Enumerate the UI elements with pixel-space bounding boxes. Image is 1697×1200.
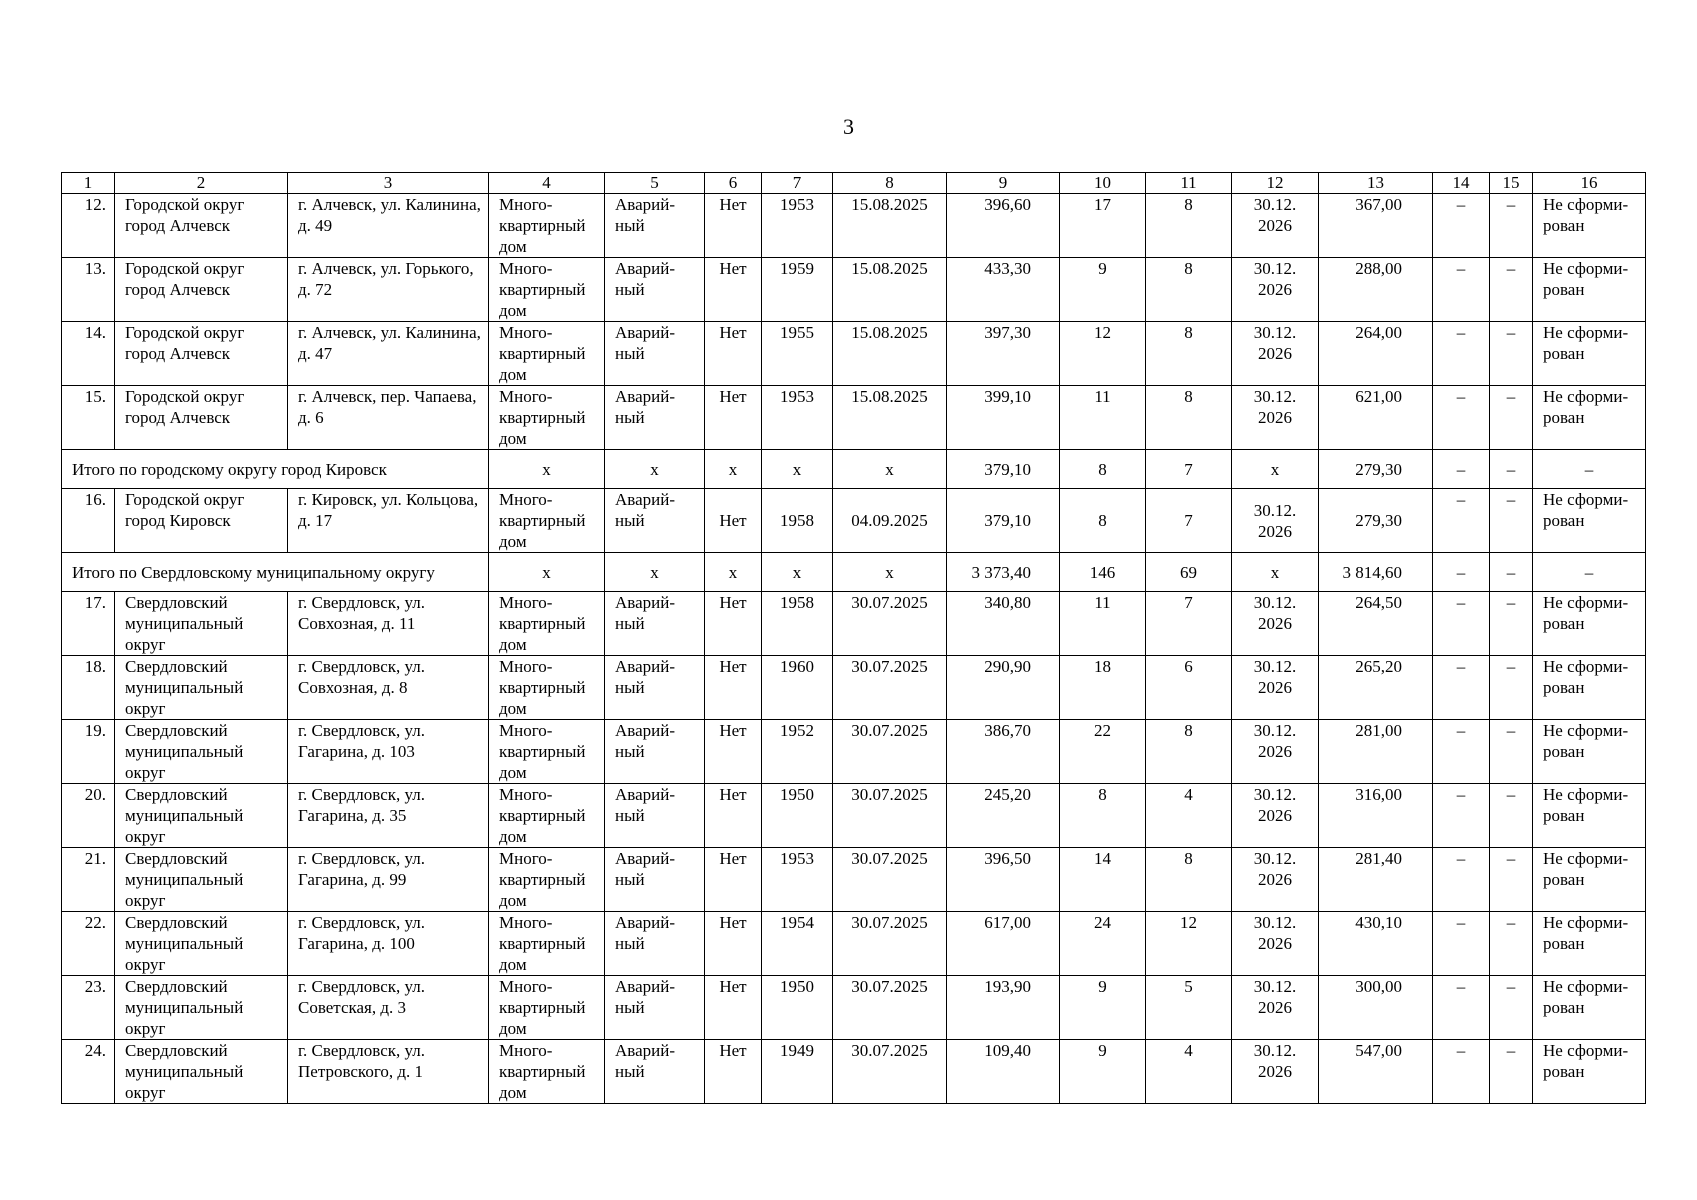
total-area-cell: 193,90: [947, 976, 1060, 1040]
condition-cell: Аварий-ный: [605, 784, 705, 848]
col-14-cell: –: [1433, 489, 1490, 553]
municipality-cell: Свердловский муниципальный округ: [115, 1040, 288, 1104]
resettled-area-cell: 430,10: [1319, 912, 1433, 976]
col-15-cell: –: [1490, 194, 1533, 258]
column-number-cell: 10: [1060, 173, 1146, 194]
col-14-cell: –: [1433, 656, 1490, 720]
resettled-area-cell: 281,40: [1319, 848, 1433, 912]
row-number-cell: 19.: [62, 720, 115, 784]
municipality-cell: Свердловский муниципальный округ: [115, 976, 288, 1040]
residents-cell: 18: [1060, 656, 1146, 720]
resettlement-deadline-cell: х: [1232, 450, 1319, 489]
table-row: [62, 386, 1646, 450]
year-built-cell: 1953: [762, 848, 833, 912]
table-row: [62, 848, 1646, 912]
residents-cell: 14: [1060, 848, 1146, 912]
condition-cell: Аварий-ный: [605, 720, 705, 784]
resettlement-deadline-cell: 30.12. 2026: [1232, 912, 1319, 976]
resettled-area-cell: 367,00: [1319, 194, 1433, 258]
table-row: [62, 656, 1646, 720]
row-number-cell: 15.: [62, 386, 115, 450]
resettlement-deadline-cell: 30.12. 2026: [1232, 386, 1319, 450]
condition-cell: Аварий-ный: [605, 656, 705, 720]
building-type-cell: Много-квартирный дом: [489, 848, 605, 912]
apartments-cell: 7: [1146, 592, 1232, 656]
row-number-cell: 12.: [62, 194, 115, 258]
stock-flag-cell: Нет: [705, 322, 762, 386]
recognition-date-cell: 30.07.2025: [833, 848, 947, 912]
column-number-cell: 2: [115, 173, 288, 194]
building-type-cell: Много-квартирный дом: [489, 258, 605, 322]
condition-cell: Аварий-ный: [605, 489, 705, 553]
resettled-area-cell: 279,30: [1319, 489, 1433, 553]
total-area-cell: 379,10: [947, 450, 1060, 489]
resettled-area-cell: 3 814,60: [1319, 553, 1433, 592]
project-status-cell: Не сформи-рован: [1533, 1040, 1646, 1104]
municipality-cell: Городской округ город Кировск: [115, 489, 288, 553]
resettlement-deadline-cell: 30.12. 2026: [1232, 976, 1319, 1040]
resettled-area-cell: 281,00: [1319, 720, 1433, 784]
year-built-cell: 1958: [762, 489, 833, 553]
apartments-cell: 8: [1146, 258, 1232, 322]
condition-cell: Аварий-ный: [605, 322, 705, 386]
project-status-cell: Не сформи-рован: [1533, 784, 1646, 848]
building-type-cell: Много-квартирный дом: [489, 489, 605, 553]
row-number-cell: 17.: [62, 592, 115, 656]
stock-flag-cell: Нет: [705, 592, 762, 656]
year-built-cell: 1953: [762, 194, 833, 258]
address-cell: г. Свердловск, ул. Гагарина, д. 100: [288, 912, 489, 976]
stock-flag-cell: Нет: [705, 848, 762, 912]
apartments-cell: 4: [1146, 1040, 1232, 1104]
resettlement-deadline-cell: х: [1232, 553, 1319, 592]
column-number-cell: 12: [1232, 173, 1319, 194]
municipality-cell: Городской округ город Алчевск: [115, 194, 288, 258]
year-built-cell: 1958: [762, 592, 833, 656]
resettled-area-cell: 264,50: [1319, 592, 1433, 656]
col-14-cell: –: [1433, 194, 1490, 258]
resettled-area-cell: 316,00: [1319, 784, 1433, 848]
total-area-cell: 396,60: [947, 194, 1060, 258]
stock-flag-cell: Нет: [705, 784, 762, 848]
address-cell: г. Алчевск, ул. Калинина, д. 47: [288, 322, 489, 386]
residents-cell: 22: [1060, 720, 1146, 784]
recognition-date-cell: 04.09.2025: [833, 489, 947, 553]
col-15-cell: –: [1490, 322, 1533, 386]
residents-cell: 12: [1060, 322, 1146, 386]
col-14-cell: –: [1433, 912, 1490, 976]
total-area-cell: 109,40: [947, 1040, 1060, 1104]
recognition-date-cell: 15.08.2025: [833, 258, 947, 322]
total-area-cell: 340,80: [947, 592, 1060, 656]
resettled-area-cell: 288,00: [1319, 258, 1433, 322]
column-number-cell: 6: [705, 173, 762, 194]
residents-cell: 9: [1060, 976, 1146, 1040]
project-status-cell: Не сформи-рован: [1533, 848, 1646, 912]
row-number-cell: 13.: [62, 258, 115, 322]
row-number-cell: 24.: [62, 1040, 115, 1104]
project-status-cell: Не сформи-рован: [1533, 386, 1646, 450]
stock-flag-cell: Нет: [705, 976, 762, 1040]
stock-flag-cell: Нет: [705, 720, 762, 784]
recognition-date-cell: 30.07.2025: [833, 912, 947, 976]
residents-cell: 8: [1060, 489, 1146, 553]
condition-cell: Аварий-ный: [605, 976, 705, 1040]
building-type-cell: Много-квартирный дом: [489, 194, 605, 258]
recognition-date-cell: 30.07.2025: [833, 592, 947, 656]
subtotal-label: Итого по Свердловскому муниципальному округу: [62, 553, 489, 592]
recognition-date-cell: х: [833, 450, 947, 489]
total-area-cell: 396,50: [947, 848, 1060, 912]
housing-registry-table: [61, 172, 1646, 1104]
table-row: [62, 592, 1646, 656]
recognition-date-cell: 30.07.2025: [833, 1040, 947, 1104]
page-number: 3: [843, 114, 854, 139]
recognition-date-cell: 30.07.2025: [833, 976, 947, 1040]
col-14-cell: –: [1433, 848, 1490, 912]
building-type-cell: Много-квартирный дом: [489, 784, 605, 848]
project-status-cell: Не сформи-рован: [1533, 592, 1646, 656]
address-cell: г. Свердловск, ул. Гагарина, д. 35: [288, 784, 489, 848]
col-15-cell: –: [1490, 784, 1533, 848]
condition-cell: х: [605, 450, 705, 489]
recognition-date-cell: 15.08.2025: [833, 322, 947, 386]
building-type-cell: Много-квартирный дом: [489, 1040, 605, 1104]
resettlement-deadline-cell: 30.12. 2026: [1232, 784, 1319, 848]
resettled-area-cell: 264,00: [1319, 322, 1433, 386]
total-area-cell: 379,10: [947, 489, 1060, 553]
table-row: [62, 912, 1646, 976]
municipality-cell: Свердловский муниципальный округ: [115, 912, 288, 976]
address-cell: г. Кировск, ул. Кольцова, д. 17: [288, 489, 489, 553]
apartments-cell: 4: [1146, 784, 1232, 848]
subtotal-row: [62, 450, 1646, 489]
residents-cell: 11: [1060, 592, 1146, 656]
residents-cell: 8: [1060, 450, 1146, 489]
address-cell: г. Алчевск, пер. Чапаева, д. 6: [288, 386, 489, 450]
stock-flag-cell: Нет: [705, 1040, 762, 1104]
building-type-cell: Много-квартирный дом: [489, 322, 605, 386]
building-type-cell: Много-квартирный дом: [489, 976, 605, 1040]
condition-cell: Аварий-ный: [605, 848, 705, 912]
apartments-cell: 8: [1146, 848, 1232, 912]
apartments-cell: 8: [1146, 194, 1232, 258]
stock-flag-cell: Нет: [705, 656, 762, 720]
stock-flag-cell: Нет: [705, 258, 762, 322]
stock-flag-cell: Нет: [705, 489, 762, 553]
address-cell: г. Алчевск, ул. Калинина, д. 49: [288, 194, 489, 258]
resettlement-deadline-cell: 30.12. 2026: [1232, 489, 1319, 553]
address-cell: г. Свердловск, ул. Совхозная, д. 11: [288, 592, 489, 656]
building-type-cell: х: [489, 450, 605, 489]
table-row: [62, 258, 1646, 322]
resettlement-deadline-cell: 30.12. 2026: [1232, 1040, 1319, 1104]
municipality-cell: Свердловский муниципальный округ: [115, 848, 288, 912]
col-14-cell: –: [1433, 450, 1490, 489]
address-cell: г. Свердловск, ул. Совхозная, д. 8: [288, 656, 489, 720]
condition-cell: Аварий-ный: [605, 258, 705, 322]
col-15-cell: –: [1490, 489, 1533, 553]
address-cell: г. Свердловск, ул. Гагарина, д. 99: [288, 848, 489, 912]
resettlement-deadline-cell: 30.12. 2026: [1232, 592, 1319, 656]
resettlement-deadline-cell: 30.12. 2026: [1232, 194, 1319, 258]
row-number-cell: 14.: [62, 322, 115, 386]
recognition-date-cell: 30.07.2025: [833, 720, 947, 784]
apartments-cell: 8: [1146, 322, 1232, 386]
resettled-area-cell: 265,20: [1319, 656, 1433, 720]
resettlement-deadline-cell: 30.12. 2026: [1232, 720, 1319, 784]
row-number-cell: 22.: [62, 912, 115, 976]
address-cell: г. Свердловск, ул. Петровского, д. 1: [288, 1040, 489, 1104]
building-type-cell: Много-квартирный дом: [489, 386, 605, 450]
column-number-row: [62, 173, 1646, 194]
apartments-cell: 12: [1146, 912, 1232, 976]
total-area-cell: 245,20: [947, 784, 1060, 848]
column-number-cell: 9: [947, 173, 1060, 194]
building-type-cell: Много-квартирный дом: [489, 592, 605, 656]
total-area-cell: 397,30: [947, 322, 1060, 386]
col-14-cell: –: [1433, 1040, 1490, 1104]
address-cell: г. Свердловск, ул. Советская, д. 3: [288, 976, 489, 1040]
col-15-cell: –: [1490, 592, 1533, 656]
col-14-cell: –: [1433, 553, 1490, 592]
project-status-cell: Не сформи-рован: [1533, 258, 1646, 322]
condition-cell: Аварий-ный: [605, 592, 705, 656]
year-built-cell: х: [762, 450, 833, 489]
project-status-cell: Не сформи-рован: [1533, 976, 1646, 1040]
col-14-cell: –: [1433, 386, 1490, 450]
row-number-cell: 23.: [62, 976, 115, 1040]
year-built-cell: 1959: [762, 258, 833, 322]
col-14-cell: –: [1433, 322, 1490, 386]
total-area-cell: 386,70: [947, 720, 1060, 784]
table-row: [62, 784, 1646, 848]
municipality-cell: Городской округ город Алчевск: [115, 258, 288, 322]
year-built-cell: 1950: [762, 976, 833, 1040]
resettlement-deadline-cell: 30.12. 2026: [1232, 848, 1319, 912]
residents-cell: 9: [1060, 258, 1146, 322]
year-built-cell: х: [762, 553, 833, 592]
year-built-cell: 1955: [762, 322, 833, 386]
recognition-date-cell: 30.07.2025: [833, 784, 947, 848]
column-number-cell: 14: [1433, 173, 1490, 194]
row-number-cell: 16.: [62, 489, 115, 553]
condition-cell: Аварий-ный: [605, 194, 705, 258]
year-built-cell: 1960: [762, 656, 833, 720]
residents-cell: 24: [1060, 912, 1146, 976]
residents-cell: 9: [1060, 1040, 1146, 1104]
resettlement-deadline-cell: 30.12. 2026: [1232, 656, 1319, 720]
resettlement-deadline-cell: 30.12. 2026: [1232, 258, 1319, 322]
col-15-cell: –: [1490, 450, 1533, 489]
building-type-cell: х: [489, 553, 605, 592]
col-15-cell: –: [1490, 976, 1533, 1040]
column-number-cell: 11: [1146, 173, 1232, 194]
residents-cell: 146: [1060, 553, 1146, 592]
row-number-cell: 20.: [62, 784, 115, 848]
col-15-cell: –: [1490, 1040, 1533, 1104]
total-area-cell: 290,90: [947, 656, 1060, 720]
project-status-cell: Не сформи-рован: [1533, 720, 1646, 784]
year-built-cell: 1953: [762, 386, 833, 450]
col-14-cell: –: [1433, 720, 1490, 784]
recognition-date-cell: 30.07.2025: [833, 656, 947, 720]
table-row: [62, 976, 1646, 1040]
table-row: [62, 194, 1646, 258]
column-number-cell: 4: [489, 173, 605, 194]
stock-flag-cell: Нет: [705, 386, 762, 450]
total-area-cell: 617,00: [947, 912, 1060, 976]
total-area-cell: 3 373,40: [947, 553, 1060, 592]
apartments-cell: 7: [1146, 489, 1232, 553]
stock-flag-cell: х: [705, 450, 762, 489]
column-number-cell: 15: [1490, 173, 1533, 194]
municipality-cell: Свердловский муниципальный округ: [115, 656, 288, 720]
resettled-area-cell: 547,00: [1319, 1040, 1433, 1104]
resettled-area-cell: 279,30: [1319, 450, 1433, 489]
building-type-cell: Много-квартирный дом: [489, 720, 605, 784]
year-built-cell: 1952: [762, 720, 833, 784]
apartments-cell: 7: [1146, 450, 1232, 489]
col-14-cell: –: [1433, 976, 1490, 1040]
municipality-cell: Свердловский муниципальный округ: [115, 592, 288, 656]
apartments-cell: 8: [1146, 386, 1232, 450]
resettled-area-cell: 621,00: [1319, 386, 1433, 450]
recognition-date-cell: 15.08.2025: [833, 194, 947, 258]
condition-cell: Аварий-ный: [605, 912, 705, 976]
resettlement-deadline-cell: 30.12. 2026: [1232, 322, 1319, 386]
subtotal-label: Итого по городскому округу город Кировск: [62, 450, 489, 489]
stock-flag-cell: х: [705, 553, 762, 592]
col-15-cell: –: [1490, 912, 1533, 976]
building-type-cell: Много-квартирный дом: [489, 912, 605, 976]
stock-flag-cell: Нет: [705, 194, 762, 258]
building-type-cell: Много-квартирный дом: [489, 656, 605, 720]
column-number-cell: 7: [762, 173, 833, 194]
col-15-cell: –: [1490, 386, 1533, 450]
residents-cell: 8: [1060, 784, 1146, 848]
residents-cell: 11: [1060, 386, 1146, 450]
col-15-cell: –: [1490, 258, 1533, 322]
address-cell: г. Алчевск, ул. Горького, д. 72: [288, 258, 489, 322]
col-15-cell: –: [1490, 553, 1533, 592]
year-built-cell: 1950: [762, 784, 833, 848]
total-area-cell: 399,10: [947, 386, 1060, 450]
stock-flag-cell: Нет: [705, 912, 762, 976]
col-14-cell: –: [1433, 784, 1490, 848]
subtotal-row: [62, 553, 1646, 592]
resettled-area-cell: 300,00: [1319, 976, 1433, 1040]
project-status-cell: Не сформи-рован: [1533, 489, 1646, 553]
row-number-cell: 18.: [62, 656, 115, 720]
project-status-cell: Не сформи-рован: [1533, 194, 1646, 258]
table-row: [62, 489, 1646, 553]
recognition-date-cell: 15.08.2025: [833, 386, 947, 450]
project-status-cell: –: [1533, 553, 1646, 592]
municipality-cell: Свердловский муниципальный округ: [115, 720, 288, 784]
project-status-cell: Не сформи-рован: [1533, 656, 1646, 720]
municipality-cell: Свердловский муниципальный округ: [115, 784, 288, 848]
project-status-cell: Не сформи-рован: [1533, 912, 1646, 976]
municipality-cell: Городской округ город Алчевск: [115, 322, 288, 386]
total-area-cell: 433,30: [947, 258, 1060, 322]
municipality-cell: Городской округ город Алчевск: [115, 386, 288, 450]
project-status-cell: Не сформи-рован: [1533, 322, 1646, 386]
row-number-cell: 21.: [62, 848, 115, 912]
condition-cell: х: [605, 553, 705, 592]
apartments-cell: 69: [1146, 553, 1232, 592]
column-number-cell: 1: [62, 173, 115, 194]
address-cell: г. Свердловск, ул. Гагарина, д. 103: [288, 720, 489, 784]
column-number-cell: 3: [288, 173, 489, 194]
recognition-date-cell: х: [833, 553, 947, 592]
year-built-cell: 1949: [762, 1040, 833, 1104]
col-15-cell: –: [1490, 720, 1533, 784]
residents-cell: 17: [1060, 194, 1146, 258]
condition-cell: Аварий-ный: [605, 386, 705, 450]
col-14-cell: –: [1433, 258, 1490, 322]
project-status-cell: –: [1533, 450, 1646, 489]
col-15-cell: –: [1490, 848, 1533, 912]
column-number-cell: 13: [1319, 173, 1433, 194]
column-number-cell: 16: [1533, 173, 1646, 194]
table-row: [62, 720, 1646, 784]
year-built-cell: 1954: [762, 912, 833, 976]
apartments-cell: 8: [1146, 720, 1232, 784]
col-15-cell: –: [1490, 656, 1533, 720]
condition-cell: Аварий-ный: [605, 1040, 705, 1104]
table-row: [62, 1040, 1646, 1104]
apartments-cell: 5: [1146, 976, 1232, 1040]
table-row: [62, 322, 1646, 386]
apartments-cell: 6: [1146, 656, 1232, 720]
column-number-cell: 8: [833, 173, 947, 194]
col-14-cell: –: [1433, 592, 1490, 656]
column-number-cell: 5: [605, 173, 705, 194]
